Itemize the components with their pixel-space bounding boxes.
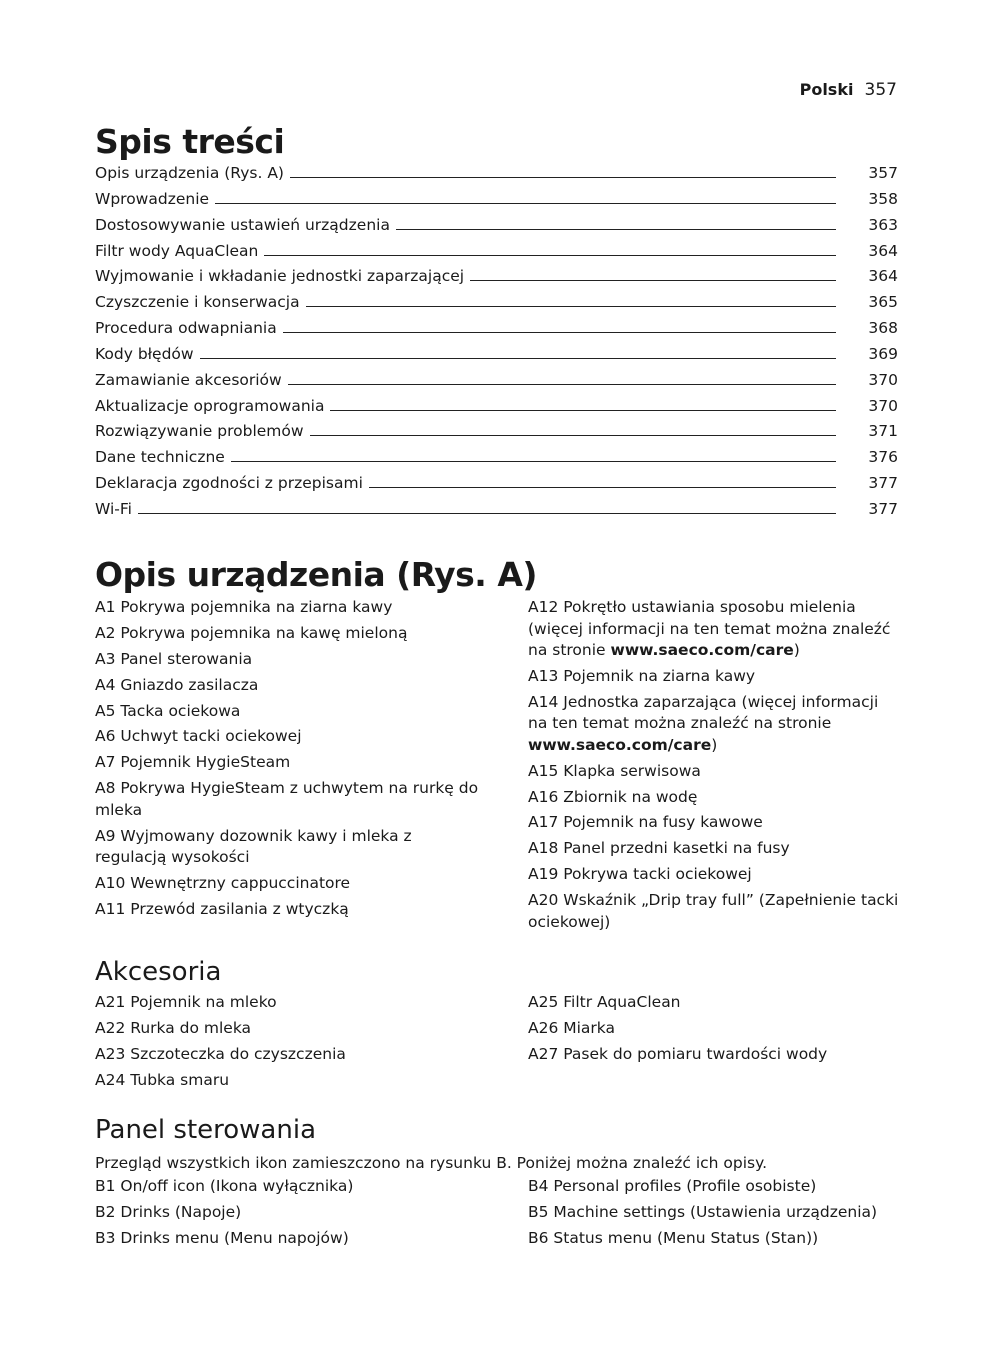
toc-entry-page: 364 — [868, 267, 898, 286]
description-right-column — [528, 597, 900, 938]
panel-right-column — [528, 1176, 900, 1254]
toc-entry-page: 377 — [868, 499, 898, 518]
list-item: A5 Tacka ociekowa — [95, 701, 241, 720]
toc-entry-title: Rozwiązywanie problemów — [95, 422, 304, 441]
toc-entry[interactable] — [95, 292, 898, 318]
control-panel-intro: Przegląd wszystkich ikon zamieszczono na rysunku B. Poniżej można znaleźć ich opisy. — [95, 1154, 768, 1172]
toc-leader — [306, 292, 836, 307]
toc-leader — [200, 344, 836, 359]
toc-leader — [264, 241, 836, 256]
list-item: A18 Panel przedni kasetki na fusy — [528, 839, 790, 858]
toc-entry-title: Dane techniczne — [95, 448, 225, 467]
toc-entry-title: Procedura odwapniania — [95, 319, 277, 338]
description-heading: Opis urządzenia (Rys. A) — [95, 555, 537, 594]
toc-entry-page: 370 — [868, 370, 898, 389]
list-item: A2 Pokrywa pojemnika na kawę mieloną — [95, 623, 408, 642]
toc-entry-title: Wprowadzenie — [95, 189, 210, 208]
toc-leader — [283, 318, 836, 333]
list-item: A22 Rurka do mleka — [95, 1018, 252, 1037]
toc-leader — [310, 421, 836, 436]
list-item: A15 Klapka serwisowa — [528, 761, 701, 780]
list-item: A6 Uchwyt tacki ociekowej — [95, 727, 302, 746]
page-header — [800, 80, 897, 100]
toc-leader — [288, 370, 836, 385]
toc-leader — [396, 215, 836, 230]
description-right-rest — [528, 761, 900, 933]
list-item: B2 Drinks (Napoje) — [95, 1202, 242, 1221]
description-left-column — [95, 597, 485, 925]
toc-leader — [470, 266, 836, 281]
toc-leader — [138, 499, 836, 514]
toc-entry[interactable] — [95, 344, 898, 370]
toc-entry-title: Deklaracja zgodności z przepisami — [95, 474, 363, 493]
list-item: B4 Personal profiles (Profile osobiste) — [528, 1177, 817, 1195]
toc-entry-title: Filtr wody AquaClean — [95, 241, 259, 260]
toc-entry-title: Czyszczenie i konserwacja — [95, 293, 300, 312]
list-item: A13 Pojemnik na ziarna kawy — [528, 666, 756, 685]
list-item: A27 Pasek do pomiaru twardości wody — [528, 1044, 828, 1063]
list-item: B3 Drinks menu (Menu napojów) — [95, 1228, 349, 1247]
toc-entry[interactable] — [95, 499, 898, 525]
saeco-care-link[interactable]: www.saeco.com/care — [610, 641, 794, 659]
toc-heading: Spis treści — [95, 122, 285, 161]
list-item: A26 Miarka — [528, 1018, 616, 1037]
toc-entry[interactable] — [95, 396, 898, 422]
list-item: A11 Przewód zasilania z wtyczką — [95, 899, 349, 918]
accessories-left-column — [95, 992, 485, 1096]
list-item: A7 Pojemnik HygieSteam — [95, 753, 291, 772]
list-item: A3 Panel sterowania — [95, 649, 253, 668]
list-item: A25 Filtr AquaClean — [528, 993, 681, 1011]
list-item: A4 Gniazdo zasilacza — [95, 675, 259, 694]
toc-entry-title: Zamawianie akcesoriów — [95, 370, 282, 389]
page-number: 357 — [864, 80, 897, 100]
toc-leader — [369, 473, 836, 488]
table-of-contents — [95, 163, 898, 525]
language-label: Polski — [799, 80, 854, 99]
list-item: B6 Status menu (Menu Status (Stan)) — [528, 1228, 819, 1247]
toc-entry[interactable] — [95, 189, 898, 215]
list-item: A21 Pojemnik na mleko — [95, 993, 277, 1011]
toc-entry[interactable] — [95, 421, 898, 447]
list-item: B1 On/off icon (Ikona wyłącznika) — [95, 1177, 354, 1195]
toc-entry-page: 358 — [868, 189, 898, 208]
toc-entry-page: 369 — [868, 344, 898, 363]
list-item: A1 Pokrywa pojemnika na ziarna kawy — [95, 598, 393, 616]
list-item: A9 Wyjmowany dozownik kawy i mleka z regulacją wysokości — [95, 826, 412, 867]
toc-entry-page: 368 — [868, 319, 898, 338]
toc-entry-title: Kody błędów — [95, 344, 194, 363]
toc-entry-page: 363 — [868, 215, 898, 234]
toc-entry-title: Opis urządzenia (Rys. A) — [95, 164, 284, 182]
list-item: A10 Wewnętrzny cappuccinatore — [95, 874, 351, 893]
toc-entry[interactable] — [95, 447, 898, 473]
toc-entry-title: Dostosowywanie ustawień urządzenia — [95, 215, 390, 234]
control-panel-heading: Panel sterowania — [95, 1115, 316, 1145]
toc-entry-page: 377 — [868, 474, 898, 493]
toc-entry[interactable] — [95, 370, 898, 396]
list-item: A16 Zbiornik na wodę — [528, 787, 698, 806]
toc-leader — [290, 163, 836, 178]
toc-entry-page: 357 — [868, 164, 898, 182]
list-item: A12 Pokrętło ustawiania sposobu mielenia (więcej informacji na ten temat można znaleźć na stronie www.saeco.com/care) — [528, 598, 891, 659]
toc-leader — [330, 396, 836, 411]
toc-entry-title: Wi-Fi — [95, 499, 132, 518]
toc-entry[interactable] — [95, 473, 898, 499]
list-item: A14 Jednostka zaparzająca (więcej informacji na ten temat można znaleźć na stronie www.saeco.com/care) — [528, 692, 879, 754]
list-item: A8 Pokrywa HygieSteam z uchwytem na rurkę do mleka — [95, 779, 479, 819]
toc-leader — [215, 189, 836, 204]
toc-entry-title: Aktualizacje oprogramowania — [95, 396, 325, 415]
accessories-heading: Akcesoria — [95, 957, 222, 987]
list-item: A20 Wskaźnik „Drip tray full” (Zapełnienie tacki ociekowej) — [528, 891, 899, 931]
list-item: A24 Tubka smaru — [95, 1070, 230, 1089]
toc-entry[interactable] — [95, 241, 898, 267]
toc-entry-title: Wyjmowanie i wkładanie jednostki zaparzającej — [95, 267, 465, 286]
list-item: A19 Pokrywa tacki ociekowej — [528, 865, 752, 884]
toc-entry[interactable] — [95, 215, 898, 241]
toc-entry-page: 365 — [868, 293, 898, 312]
list-item: A17 Pojemnik na fusy kawowe — [528, 813, 763, 832]
toc-entry-page: 370 — [868, 396, 898, 415]
toc-entry-page: 376 — [868, 448, 898, 467]
toc-entry-page: 371 — [868, 422, 898, 441]
list-item: B5 Machine settings (Ustawienia urządzenia) — [528, 1202, 878, 1221]
toc-entry[interactable] — [95, 163, 898, 189]
toc-entry-page: 364 — [868, 241, 898, 260]
accessories-right-column — [528, 992, 900, 1070]
toc-entry[interactable] — [95, 318, 898, 344]
saeco-care-link[interactable]: www.saeco.com/care — [528, 735, 712, 754]
list-item: A23 Szczoteczka do czyszczenia — [95, 1044, 346, 1063]
toc-leader — [231, 447, 836, 462]
toc-entry[interactable] — [95, 266, 898, 292]
panel-left-column — [95, 1176, 485, 1254]
